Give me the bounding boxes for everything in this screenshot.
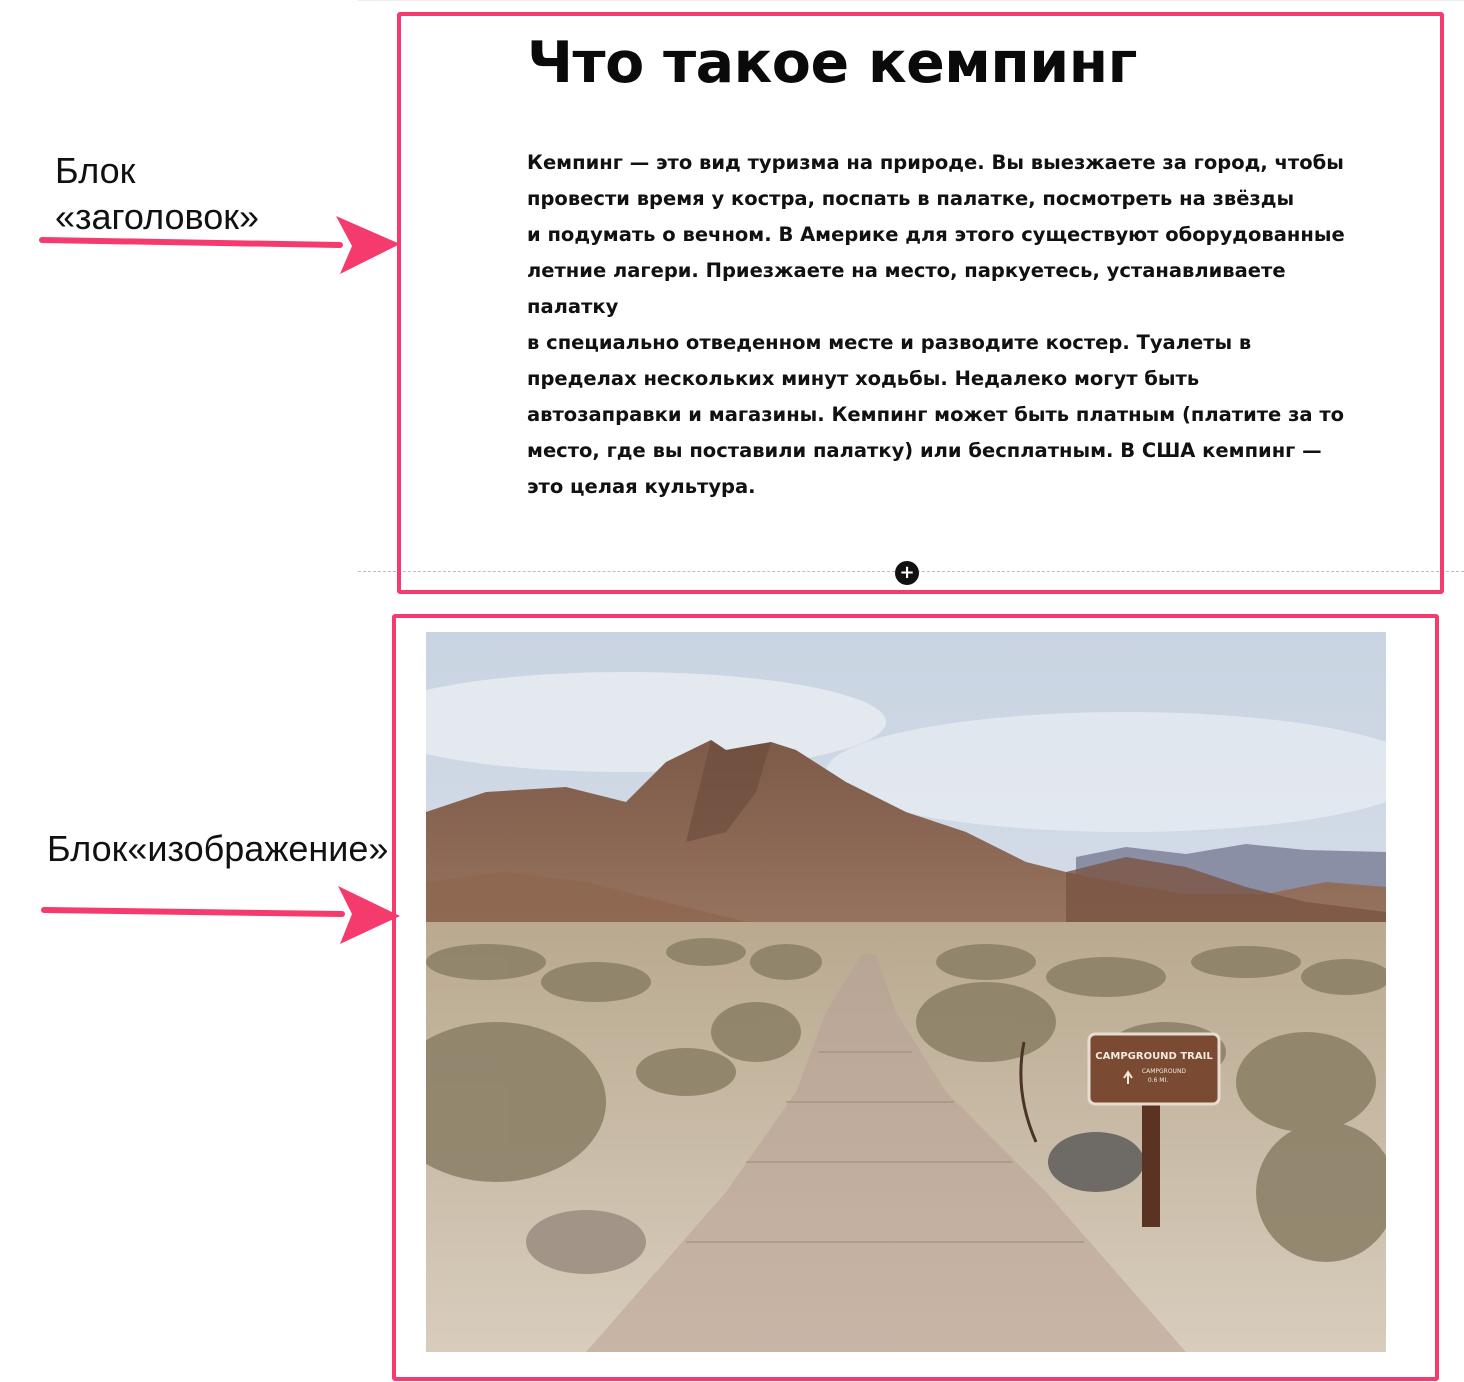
- article-paragraph[interactable]: Кемпинг — это вид туризма на природе. Вы выезжаете за город, чтобы провести время у костра, поспать в палатке, посмотреть на звёзды и подумать о вечном. В Америке для этого существуют оборудованные летние лагери. Приезжаете на место, паркуетесь, устанавливаете палатку в специально отведенном месте и разводите костер. Туалеты в пределах нескольких минут ходьбы. Недалеко могут быть автозаправки и магазины. Кемпинг может быть платным (платите за то место, где вы поставили палатку) или бесплатным. В США кемпинг — это целая культура.: [527, 151, 1345, 498]
- sign-title: CAMPGROUND TRAIL: [1095, 1051, 1213, 1062]
- heading-block-highlight: [397, 12, 1444, 594]
- plus-icon: +: [899, 562, 915, 583]
- heading-block-annotation: Блок «заголовок»: [55, 150, 260, 237]
- sign-line-1: CAMPGROUND: [1141, 1068, 1187, 1075]
- arrow-right-icon: [42, 884, 404, 948]
- image-block-annotation: Блок«изображение»: [47, 828, 389, 869]
- article-title[interactable]: Что такое кемпинг: [527, 30, 1137, 96]
- sign-line-2: 0.6 MI.: [1147, 1077, 1169, 1084]
- image-block-highlight: [392, 614, 1439, 1381]
- top-rule: [358, 0, 1464, 1]
- arrow-right-icon: [40, 212, 402, 278]
